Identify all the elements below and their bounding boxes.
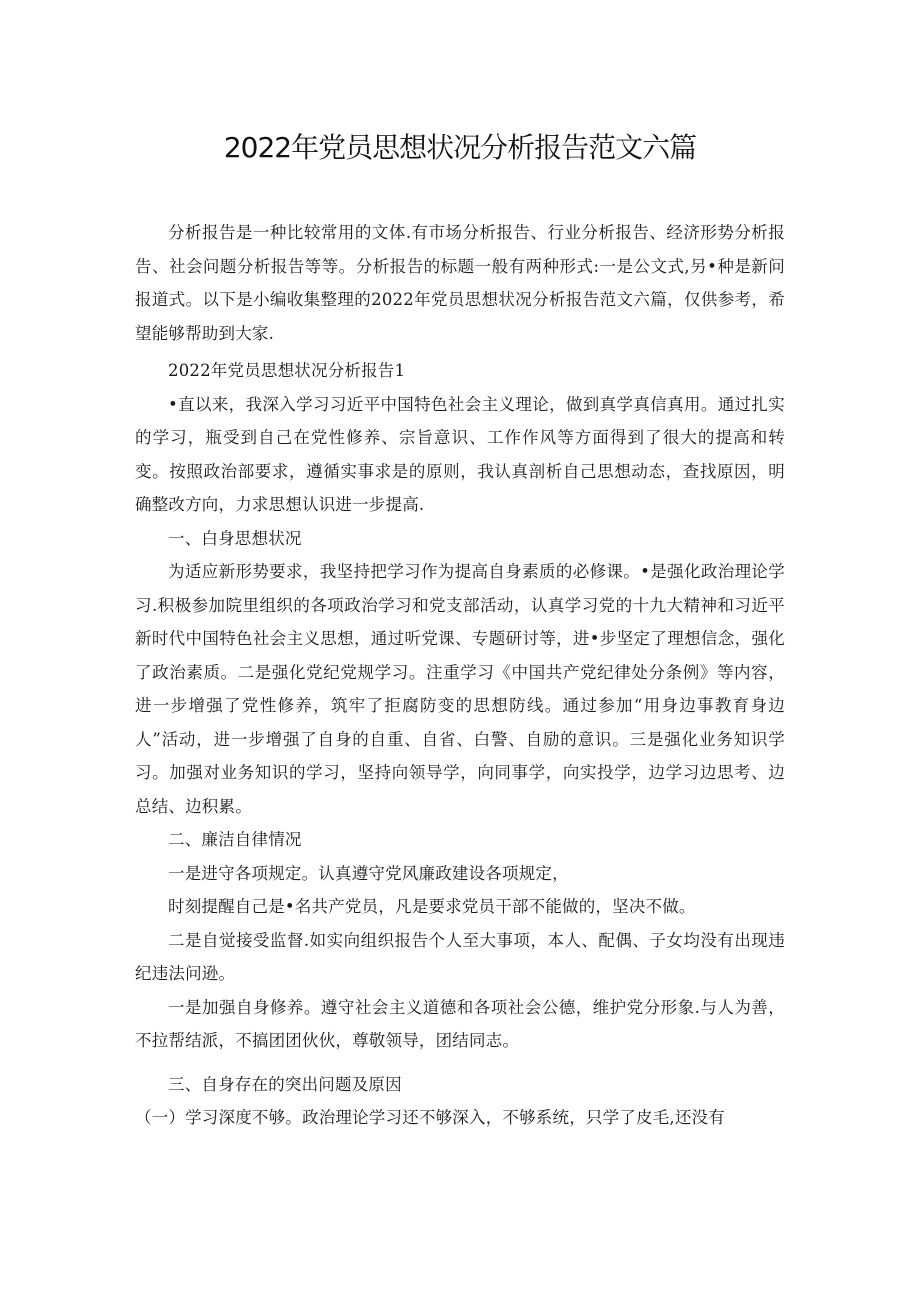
section2-paragraph-3: 二是自觉接受监督.如实向组织报告个人至大事项，本人、配偶、子女均没有出现违纪违法问逊。 <box>135 930 785 983</box>
report1-title: 2022年党员思想状况分析报告1 <box>168 361 406 380</box>
section2-heading: 二、廉洁自律情况 <box>168 830 302 849</box>
section2-paragraph-4: 一是加强自身修养。遵守社会主义道德和各项社会公德，维护党分形象.与人为善，不拉帮结派，不搞团团伙伙，尊敬领导，团结同志。 <box>135 997 785 1050</box>
section3-heading: 三、自身存在的突出问题及原因 <box>168 1074 402 1094</box>
report1-paragraph: •直以来，我深入学习习近平中国特色社会主义理论，做到真学真信真用。通过扎实的学习，瓶受到自己在党性修养、宗旨意识、工作作风等方面得到了很大的提高和转变。按照政治部要求，遵循实事求是的原则，我认真剖析自己思想动态，查找原因，明确整改方向，力求思想认识进一步提高. <box>135 394 785 514</box>
section1-paragraph: 为适应新形势要求，我坚持把学习作为提高自身素质的必修课。•是强化政治理论学习.积极参加院里组织的各项政治学习和党支部活动，认真学习党的十九大精神和习近平新时代中国特色社会主义思想，通过听党课、专题研讨等，进•步坚定了理想信念，强化了政治素质。二是强化党纪党规学习。注重学习《中国共产党纪律处分条例》等内容，进一步增强了党性修养，筑牢了拒腐防变的思想防线。通过参加“用身边事教育身边人”活动，进一步增强了自身的自重、自省、白警、自励的意识。三是强化业务知识学习。加强对业务知识的学习，坚持向领导学，向同事学，向实投学，边学习边思考、边总结、边积累。 <box>135 562 785 816</box>
intro-paragraph: 分析报告是一种比较常用的文体.有市场分析报告、行业分析报告、经济形势分析报告、社会问题分析报告等等。分析报告的标题一般有两种形式:一是公文式,另•种是新问报道式。以下是小编收集整理的2022年党员思想状况分析报告范文六篇，仅供参考，希望能够帮助到大家. <box>135 223 785 343</box>
section1-heading: 一、白身思想状况 <box>168 528 302 548</box>
section3-paragraph: （一）学习深度不够。政治理论学习还不够深入，不够系统，只学了皮毛,还没有 <box>135 1108 725 1127</box>
document-title: 2022年党员思想状况分析报告范文六篇 <box>223 131 697 164</box>
document-body <box>135 216 785 1135</box>
section2-paragraph-1: 一是进守各项规定。认真遵守党风廉政建设各项规定， <box>168 863 569 883</box>
section2-paragraph-2: 时刻提醒自己是•名共产党员，凡是要求党员干部不能做的，坚决不做。 <box>168 897 696 916</box>
